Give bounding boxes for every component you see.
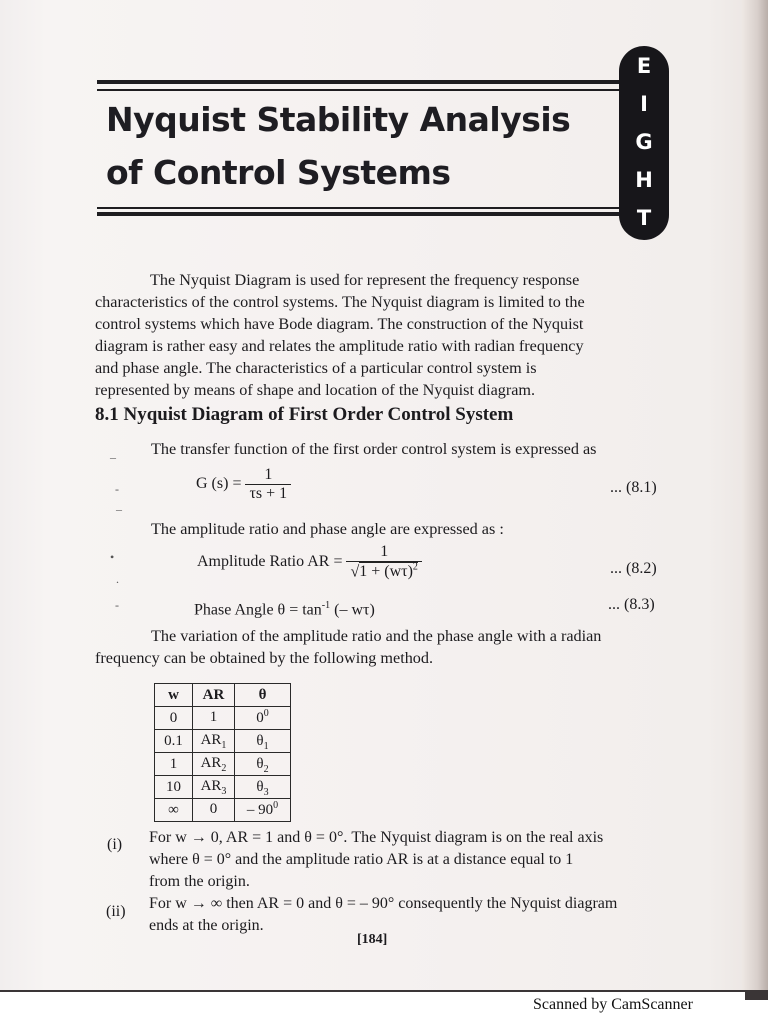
margin-mark: -	[115, 598, 119, 612]
equation-number: ... (8.2)	[610, 560, 657, 577]
frequency-table	[154, 683, 291, 822]
list-item-line: For w → ∞ then AR = 0 and θ = – 90° consequently the Nyquist diagram	[149, 895, 618, 912]
margin-mark: .	[116, 572, 119, 586]
margin-mark: -	[115, 482, 119, 496]
table-row	[155, 707, 291, 730]
fraction-numerator: 1	[380, 543, 389, 560]
title-top-rule-thick	[97, 80, 621, 84]
table-cell: $AR_1$	[193, 730, 235, 753]
equation-fraction	[346, 543, 421, 581]
table-cell: 1	[155, 753, 193, 776]
equation-lhs: Phase Angle θ = tan	[194, 601, 322, 619]
scanner-watermark: Scanned by CamScanner	[533, 996, 693, 1013]
fraction-denominator: τs + 1	[245, 484, 291, 503]
title-bottom-rule-thin	[97, 207, 621, 209]
table-row	[155, 799, 291, 822]
intro-line: and phase angle. The characteristics of a particular control system is	[95, 359, 537, 377]
fraction-denominator: $√1 + (w\tau)^2$	[346, 561, 421, 581]
table-header-cell: θ	[235, 684, 291, 707]
fraction-numerator: 1	[264, 466, 273, 483]
title-top-rule-thin	[97, 89, 621, 91]
chapter-tab-letter: T	[636, 206, 652, 230]
table-cell: 0.1	[155, 730, 193, 753]
exponent: 2	[412, 562, 418, 573]
list-item-line: where θ = 0° and the amplitude ratio AR is at a distance equal to 1	[149, 851, 574, 868]
margin-mark: –	[110, 450, 116, 464]
exponent: -1	[321, 600, 331, 611]
list-item-label: (i)	[107, 836, 123, 853]
equation-number: ... (8.3)	[608, 596, 655, 613]
table-cell: – $90^0$	[235, 799, 291, 822]
page-number: [184]	[357, 932, 388, 947]
list-item-line: ends at the origin.	[149, 917, 264, 934]
amplitude-phase-text: The amplitude ratio and phase angle are expressed as :	[151, 520, 504, 538]
table-cell: $0^0$	[235, 707, 291, 730]
table-cell: 1	[193, 707, 235, 730]
chapter-tab-letter: I	[640, 92, 648, 116]
table-cell: $\theta_2$	[235, 753, 291, 776]
table-row	[155, 753, 291, 776]
equation-fraction	[245, 466, 291, 503]
equation-8-3	[194, 600, 375, 619]
intro-line: The Nyquist Diagram is used for represent the frequency response	[150, 271, 580, 289]
table-cell: ∞	[155, 799, 193, 822]
table-header-row	[155, 684, 291, 707]
chapter-tab-letter: E	[636, 54, 652, 78]
intro-line: represented by means of shape and location of the Nyquist diagram.	[95, 381, 536, 399]
sqrt-content: 1 + (wτ)	[359, 563, 413, 581]
list-item-line: For w → 0, AR = 1 and θ = 0°. The Nyquist diagram is on the real axis	[149, 829, 604, 846]
equation-8-1	[196, 466, 291, 503]
variation-text: The variation of the amplitude ratio and the phase angle with a radian	[151, 627, 602, 645]
title-bottom-rule-thick	[97, 212, 621, 216]
chapter-title-line1: Nyquist Stability Analysis	[106, 100, 571, 139]
margin-mark: –	[116, 502, 122, 516]
table-row	[155, 776, 291, 799]
equation-number: ... (8.1)	[610, 479, 657, 496]
intro-line: characteristics of the control systems. The Nyquist diagram is limited to the	[95, 293, 585, 311]
table-header-cell: AR	[193, 684, 235, 707]
chapter-tab-letter: H	[635, 168, 653, 192]
equation-lhs: G (s) =	[196, 475, 242, 493]
transfer-function-text: The transfer function of the first order control system is expressed as	[151, 440, 597, 458]
page-edge-shadow	[742, 0, 768, 1000]
section-heading: 8.1 Nyquist Diagram of First Order Control System	[95, 404, 514, 425]
table-cell: $AR_2$	[193, 753, 235, 776]
equation-rhs: (– wτ)	[330, 601, 375, 619]
table-cell: $AR_3$	[193, 776, 235, 799]
list-item-line: from the origin.	[149, 873, 250, 890]
equation-8-2	[197, 543, 422, 581]
table-cell: $\theta_1$	[235, 730, 291, 753]
chapter-title-line2: of Control Systems	[106, 153, 451, 192]
table-cell: 0	[155, 707, 193, 730]
intro-line: diagram is rather easy and relates the amplitude ratio with radian frequency	[95, 337, 584, 355]
table-cell: 10	[155, 776, 193, 799]
list-item-label: (ii)	[106, 903, 126, 920]
margin-mark: •	[110, 550, 115, 564]
intro-line: control systems which have Bode diagram. The construction of the Nyquist	[95, 315, 584, 333]
table-cell: $\theta_3$	[235, 776, 291, 799]
variation-text: frequency can be obtained by the following method.	[95, 649, 434, 667]
table-header-cell: w	[155, 684, 193, 707]
equation-lhs: Amplitude Ratio AR =	[197, 552, 343, 570]
table-row	[155, 730, 291, 753]
chapter-tab-letter: G	[635, 130, 653, 154]
table-cell: 0	[193, 799, 235, 822]
